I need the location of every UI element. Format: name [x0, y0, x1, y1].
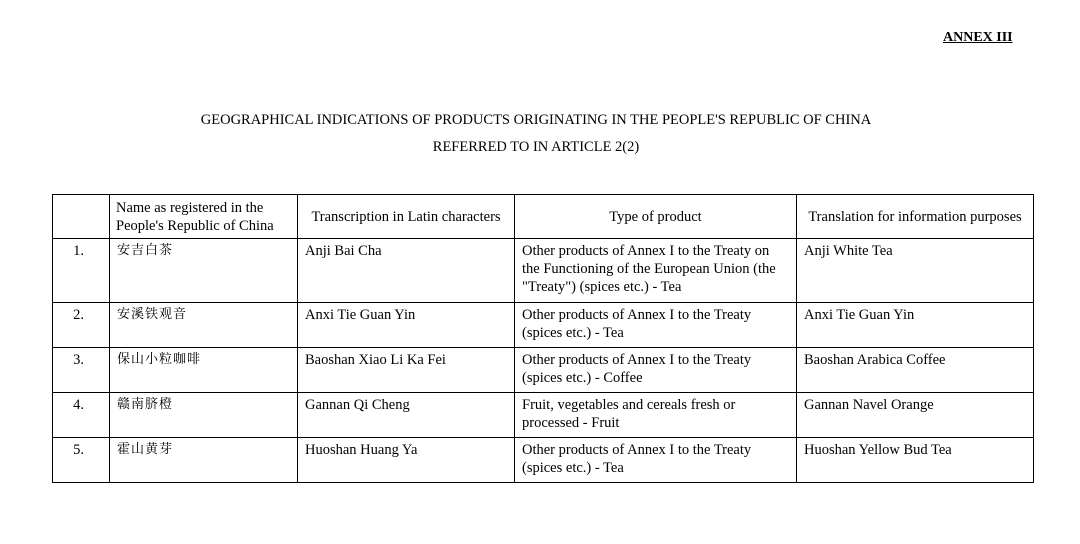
row-type: Other products of Annex I to the Treaty (spices etc.) - Coffee — [515, 348, 797, 393]
row-number: 5. — [53, 438, 110, 483]
row-transcription: Gannan Qi Cheng — [298, 393, 515, 438]
row-number: 3. — [53, 348, 110, 393]
row-type: Other products of Annex I to the Treaty on the Functioning of the European Union (the "Treaty") (spices etc.) - Tea — [515, 239, 797, 303]
annex-label: ANNEX III — [943, 30, 1013, 45]
table-row — [53, 393, 1034, 438]
row-type: Other products of Annex I to the Treaty (spices etc.) - Tea — [515, 303, 797, 348]
row-name: 安吉白茶 — [110, 239, 298, 303]
row-number: 1. — [53, 239, 110, 303]
header-translation: Translation for information purposes — [797, 195, 1034, 239]
row-translation: Baoshan Arabica Coffee — [797, 348, 1034, 393]
row-name: 霍山黄芽 — [110, 438, 298, 483]
row-transcription: Anji Bai Cha — [298, 239, 515, 303]
table-row — [53, 438, 1034, 483]
table-header-row — [53, 195, 1034, 239]
row-type: Fruit, vegetables and cereals fresh or processed - Fruit — [515, 393, 797, 438]
row-number: 4. — [53, 393, 110, 438]
row-transcription: Anxi Tie Guan Yin — [298, 303, 515, 348]
row-transcription: Huoshan Huang Ya — [298, 438, 515, 483]
row-transcription: Baoshan Xiao Li Ka Fei — [298, 348, 515, 393]
header-number — [53, 195, 110, 239]
header-name: Name as registered in the People's Republic of China — [110, 195, 298, 239]
table-row — [53, 303, 1034, 348]
row-translation: Anxi Tie Guan Yin — [797, 303, 1034, 348]
geographical-indications-table — [52, 194, 1034, 483]
row-translation: Huoshan Yellow Bud Tea — [797, 438, 1034, 483]
row-type: Other products of Annex I to the Treaty (spices etc.) - Tea — [515, 438, 797, 483]
document-title: GEOGRAPHICAL INDICATIONS OF PRODUCTS ORIGINATING IN THE PEOPLE'S REPUBLIC OF CHINA — [200, 112, 872, 128]
row-translation: Gannan Navel Orange — [797, 393, 1034, 438]
row-number: 2. — [53, 303, 110, 348]
table-row — [53, 239, 1034, 303]
row-translation: Anji White Tea — [797, 239, 1034, 303]
row-name: 赣南脐橙 — [110, 393, 298, 438]
row-name: 保山小粒咖啡 — [110, 348, 298, 393]
row-name: 安溪铁观音 — [110, 303, 298, 348]
header-type: Type of product — [515, 195, 797, 239]
header-transcription: Transcription in Latin characters — [298, 195, 515, 239]
table-row — [53, 348, 1034, 393]
document-subtitle: REFERRED TO IN ARTICLE 2(2) — [432, 139, 640, 155]
